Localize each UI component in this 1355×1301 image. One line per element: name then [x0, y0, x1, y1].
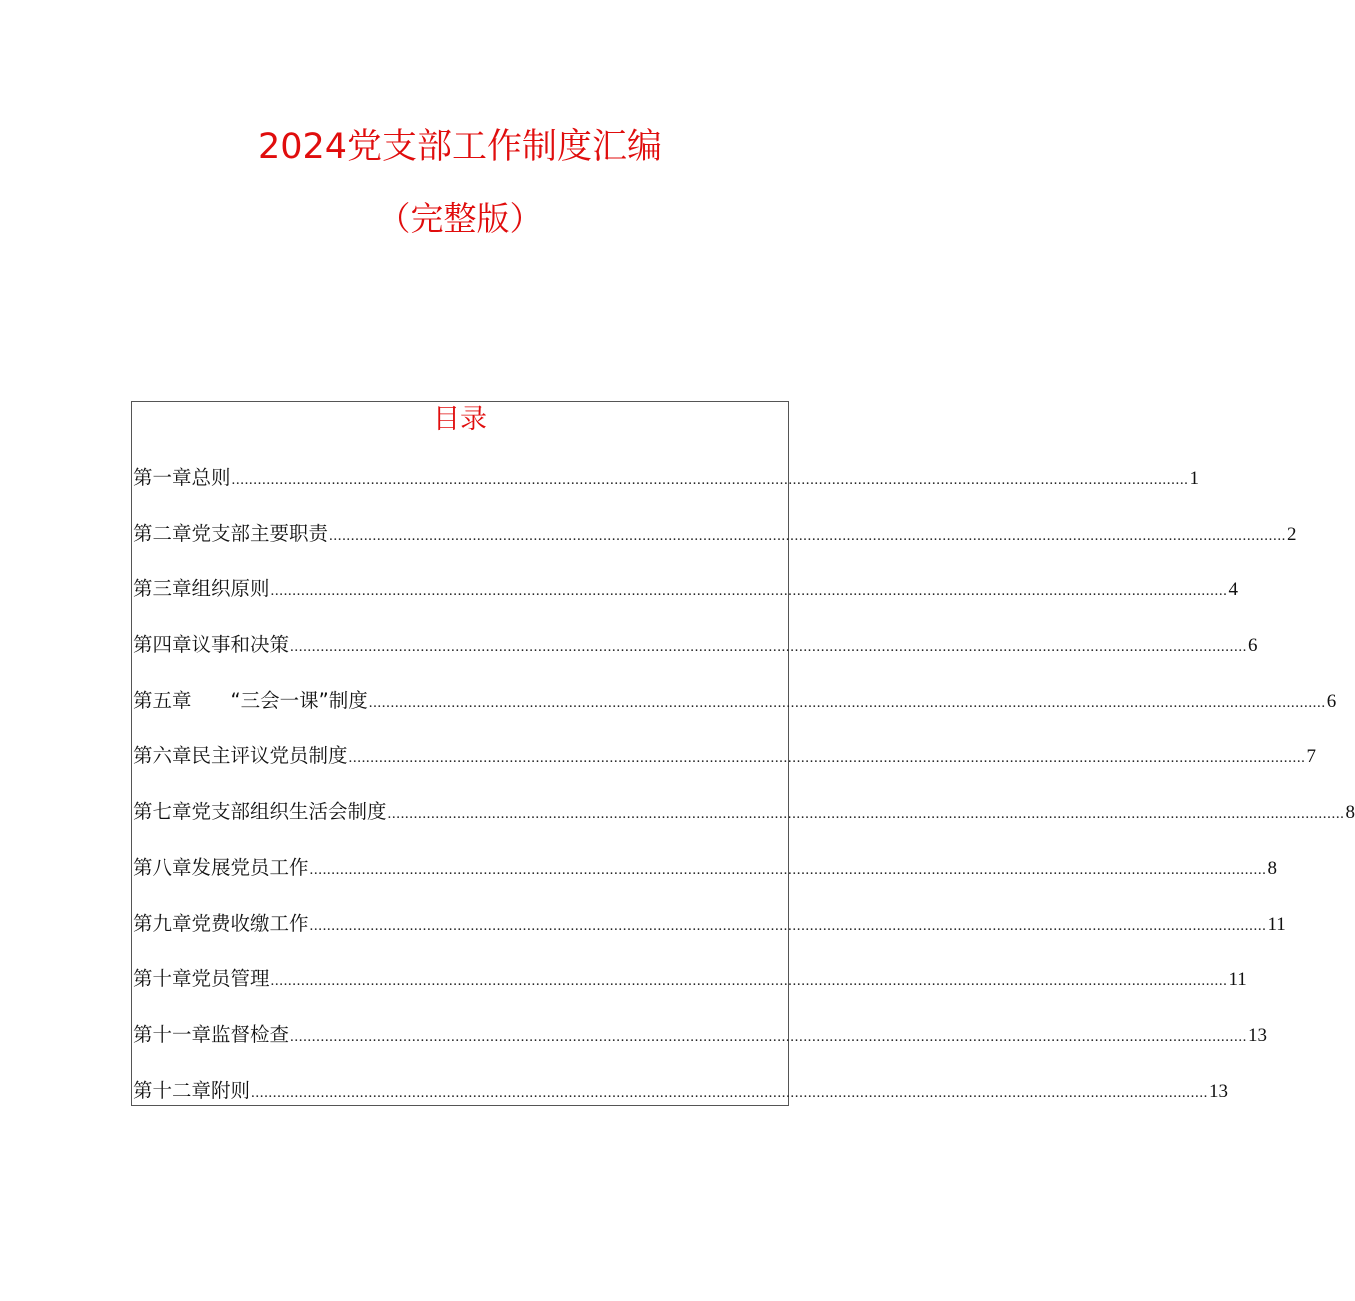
- toc-dot-leader: ............................................................................................................................................................................................................................: [387, 806, 1345, 823]
- toc-entry-title: 第十二章附则: [133, 1078, 251, 1102]
- toc-list: [133, 462, 1355, 1130]
- toc-entry-title: 第九章党费收缴工作: [133, 911, 309, 935]
- toc-page-number: 8: [1345, 802, 1355, 824]
- toc-entry-title: 第二章党支部主要职责: [133, 521, 329, 545]
- toc-page-number: 7: [1306, 746, 1317, 768]
- toc-dot-leader: ............................................................................................................................................................................................................................: [270, 583, 1228, 600]
- toc-dot-leader: ............................................................................................................................................................................................................................: [251, 1084, 1209, 1101]
- toc-page-number: 8: [1267, 857, 1278, 879]
- toc-dot-leader: ............................................................................................................................................................................................................................: [368, 694, 1326, 711]
- toc-entry-chapter-9[interactable]: [133, 908, 1286, 964]
- toc-dot-leader: ............................................................................................................................................................................................................................: [329, 527, 1287, 544]
- toc-entry-title: 第六章民主评议党员制度: [133, 744, 348, 768]
- toc-page-number: 2: [1287, 523, 1297, 545]
- toc-entry-title: 第十一章监督检查: [133, 1022, 290, 1046]
- toc-dot-leader: ............................................................................................................................................................................................................................: [309, 917, 1267, 934]
- toc-entry-chapter-10[interactable]: [133, 963, 1247, 1019]
- toc-dot-leader: ............................................................................................................................................................................................................................: [290, 639, 1248, 656]
- document-subtitle: （完整版）: [377, 199, 543, 238]
- toc-entry-chapter-8[interactable]: [133, 852, 1278, 908]
- toc-entry-chapter-2[interactable]: [133, 518, 1297, 574]
- toc-page-number: 6: [1326, 690, 1337, 712]
- toc-page-number: 4: [1228, 579, 1239, 601]
- toc-dot-leader: ............................................................................................................................................................................................................................: [348, 750, 1306, 767]
- toc-page-number: 11: [1228, 969, 1247, 991]
- toc-entry-chapter-4[interactable]: [133, 629, 1258, 685]
- toc-entry-title: 第八章发展党员工作: [133, 855, 309, 879]
- toc-page-number: 13: [1209, 1080, 1229, 1102]
- toc-entry-chapter-12[interactable]: [133, 1075, 1229, 1131]
- toc-entry-chapter-6[interactable]: [133, 740, 1317, 796]
- toc-entry-title: 第四章议事和决策: [133, 633, 290, 657]
- toc-entry-title: 第十章党员管理: [133, 967, 270, 991]
- document-title: 2024党支部工作制度汇编: [257, 127, 663, 167]
- toc-entry-chapter-7[interactable]: [133, 796, 1355, 852]
- toc-page-number: 11: [1267, 913, 1286, 935]
- toc-page-number: 13: [1248, 1024, 1268, 1046]
- toc-entry-chapter-3[interactable]: [133, 573, 1239, 629]
- toc-dot-leader: ............................................................................................................................................................................................................................: [231, 472, 1189, 488]
- toc-dot-leader: ............................................................................................................................................................................................................................: [270, 973, 1228, 990]
- toc-dot-leader: ............................................................................................................................................................................................................................: [290, 1028, 1248, 1045]
- toc-entry-chapter-5[interactable]: [133, 685, 1337, 741]
- toc-dot-leader: ............................................................................................................................................................................................................................: [309, 861, 1267, 878]
- toc-entry-title: 第三章组织原则: [133, 577, 270, 601]
- toc-entry-title: 第七章党支部组织生活会制度: [133, 800, 387, 824]
- toc-entry-title: 第五章 “三会一课”制度: [133, 688, 368, 712]
- toc-page-number: 6: [1248, 635, 1258, 657]
- toc-heading: 目录: [433, 404, 487, 435]
- toc-entry-chapter-1[interactable]: [133, 462, 1200, 518]
- toc-entry-title: 第一章总则: [133, 466, 231, 489]
- toc-page-number: 1: [1189, 468, 1200, 489]
- toc-entry-chapter-11[interactable]: [133, 1019, 1268, 1075]
